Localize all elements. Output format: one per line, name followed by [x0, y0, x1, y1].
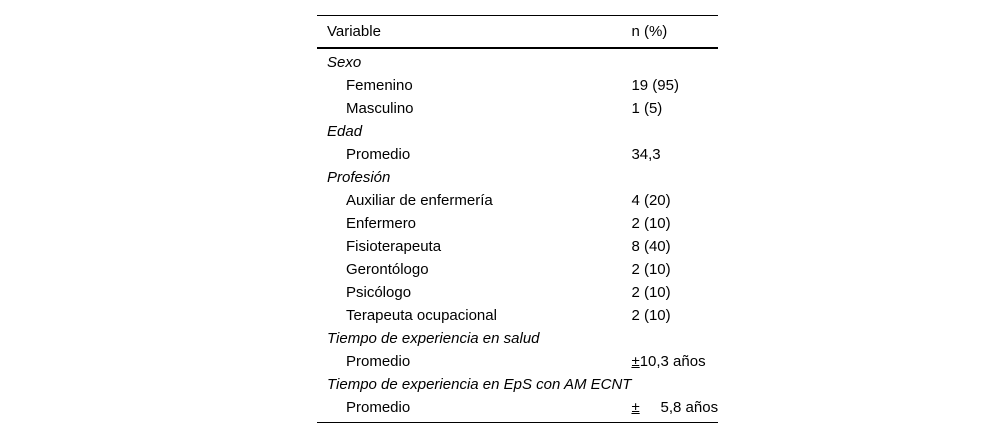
table-row	[317, 281, 718, 304]
header-n-percent: n (%)	[631, 23, 668, 40]
variable-label: Auxiliar de enfermería	[346, 192, 493, 209]
group-row	[317, 120, 718, 143]
value-text: 2 (10)	[631, 284, 671, 301]
value-cell	[631, 48, 718, 74]
table-row	[317, 235, 718, 258]
variable-label: Terapeuta ocupacional	[346, 307, 497, 324]
value-gap	[640, 399, 661, 416]
table-row	[317, 258, 718, 281]
value-cell	[631, 258, 718, 281]
table-row	[317, 74, 718, 97]
value-cell	[631, 166, 718, 189]
table-body	[317, 48, 718, 423]
variable-label: Enfermero	[346, 215, 417, 232]
group-row	[317, 166, 718, 189]
value-cell	[631, 350, 718, 373]
value-text: 4 (20)	[631, 192, 671, 209]
table-row	[317, 143, 718, 166]
variable-label: Promedio	[346, 146, 411, 163]
plus-minus-sign: ±	[631, 399, 640, 416]
group-row	[317, 48, 718, 74]
value-text: 2 (10)	[631, 261, 671, 278]
value-cell	[631, 143, 718, 166]
data-table	[317, 15, 718, 423]
variable-label: Femenino	[346, 77, 413, 94]
table-row	[317, 304, 718, 327]
value-cell	[631, 97, 718, 120]
value-text: 1 (5)	[631, 100, 663, 117]
table-row	[317, 97, 718, 120]
plus-minus-sign: ±	[631, 353, 640, 370]
variable-label: Fisioterapeuta	[346, 238, 442, 255]
value-cell	[631, 281, 718, 304]
value-text: 2 (10)	[631, 307, 671, 324]
value-text: 8 (40)	[631, 238, 671, 255]
group-row	[317, 327, 718, 350]
variable-label: Masculino	[346, 100, 414, 117]
data-table-container	[317, 15, 719, 423]
value-cell	[631, 212, 718, 235]
group-row	[317, 373, 718, 396]
value-text: 10,3 años	[639, 353, 706, 370]
value-cell	[631, 304, 718, 327]
group-label: Edad	[327, 123, 363, 140]
value-cell	[631, 235, 718, 258]
table-row	[317, 396, 718, 423]
value-text: 2 (10)	[631, 215, 671, 232]
value-cell	[631, 373, 718, 396]
value-cell	[631, 327, 718, 350]
group-label: Sexo	[327, 54, 362, 71]
group-label: Tiempo de experiencia en salud	[327, 330, 540, 347]
header-variable: Variable	[327, 23, 381, 40]
value-text: 19 (95)	[631, 77, 679, 94]
variable-label: Promedio	[346, 353, 411, 370]
table-row	[317, 189, 718, 212]
variable-label: Promedio	[346, 399, 411, 416]
value-cell	[631, 74, 718, 97]
group-label: Tiempo de experiencia en EpS con AM ECNT	[327, 376, 632, 393]
variable-label: Psicólogo	[346, 284, 412, 301]
value-text: 5,8 años	[660, 399, 719, 416]
value-cell	[631, 120, 718, 143]
value-cell	[631, 189, 718, 212]
table-row	[317, 350, 718, 373]
table-header	[317, 16, 718, 49]
header-row	[317, 16, 718, 49]
value-text: 34,3	[631, 146, 661, 163]
table-row	[317, 212, 718, 235]
value-cell	[631, 396, 718, 423]
group-label: Profesión	[327, 169, 391, 186]
variable-label: Gerontólogo	[346, 261, 429, 278]
